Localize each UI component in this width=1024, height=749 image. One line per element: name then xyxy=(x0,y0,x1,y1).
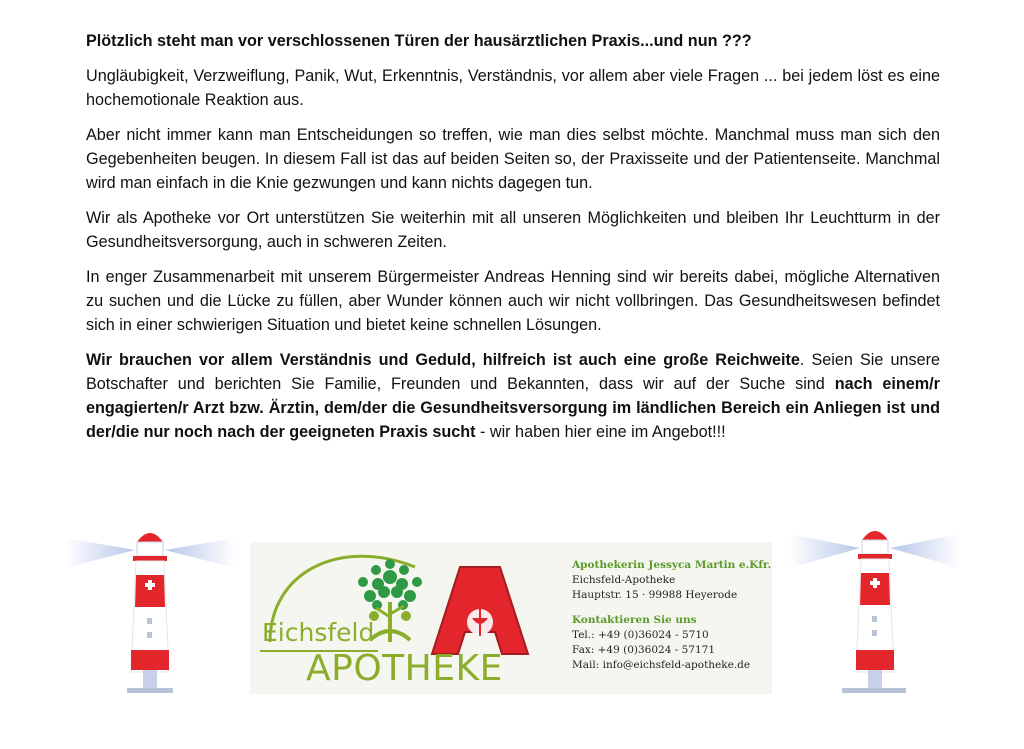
paragraph-5 xyxy=(86,348,940,444)
letter-body xyxy=(86,30,940,455)
paragraph-2: Aber nicht immer kann man Entscheidungen so treffen, wie man dies selbst möchte. Manchmal muss man sich den Gegebenheiten beugen. In diesem Fall ist das auf beiden Seiten so, der Praxisseite und der Patientenseite. Manchmal wird man einfach in die Knie gezwungen und kann nichts dagegen tun. xyxy=(86,126,940,192)
paragraph-4: In enger Zusammenarbeit mit unserem Bürgermeister Andreas Henning sind wir bereits dabei, mögliche Alternativen zu suchen und die Lücke zu füllen, aber Wunder können auch wir nicht vollbringen. Das Gesundheitswesen befindet sich in einer schwierigen Situation und bietet keine schnellen Lösungen. xyxy=(86,268,940,334)
paragraph-3: Wir als Apotheke vor Ort unterstützen Sie weiterhin mit all unseren Möglichkeiten und bleiben Ihr Leuchtturm in der Gesundheitsversorgung, auch in schweren Zeiten. xyxy=(86,209,940,251)
contact-heading: Kontaktieren Sie uns xyxy=(572,614,697,626)
owner-name: Apothekerin Jessyca Martin e.Kfr. xyxy=(572,559,772,571)
paragraph-1: Ungläubigkeit, Verzweiflung, Panik, Wut, Erkenntnis, Verständnis, vor allem aber viele Fragen ... bei jedem löst es eine hochemotionale Reaktion aus. xyxy=(86,67,940,109)
footer-banner xyxy=(0,520,1024,749)
brand-name-bottom: APOTHEKE xyxy=(306,648,503,689)
paragraph-text: . Seien Sie unsere Botschafter und berichten Sie Familie, Freunden und Bekannten, dass wir auf der Suche sind xyxy=(86,351,940,393)
emphasis-text: nach einem/r engagierten/r Arzt bzw. Ärztin, dem/der die Gesundheitsversorgung im ländlichen Bereich ein Anliegen ist und der/die nur noch nach der geeigneten Praxis sucht xyxy=(86,375,940,441)
address: Hauptstr. 15 · 99988 Heyerode xyxy=(572,589,738,601)
emphasis-text: Wir brauchen vor allem Verständnis und Geduld, hilfreich ist auch eine große Reichweite xyxy=(86,351,800,369)
page-title: Plötzlich steht man vor verschlossenen Türen der hausärztlichen Praxis...und nun ??? xyxy=(86,32,752,50)
pharmacy-name: Eichsfeld-Apotheke xyxy=(572,574,676,586)
email: Mail: info@eichsfeld-apotheke.de xyxy=(572,659,751,671)
pharmacy-logo xyxy=(250,542,772,694)
phone: Tel.: +49 (0)36024 - 5710 xyxy=(572,629,709,641)
contact-block xyxy=(572,558,772,673)
fax: Fax: +49 (0)36024 - 57171 xyxy=(572,644,716,656)
brand-name-top: Eichsfeld xyxy=(262,618,375,647)
lighthouse-left-icon xyxy=(65,520,245,700)
lighthouse-right-icon xyxy=(790,520,960,700)
paragraph-text: - wir haben hier eine im Angebot!!! xyxy=(475,423,726,441)
